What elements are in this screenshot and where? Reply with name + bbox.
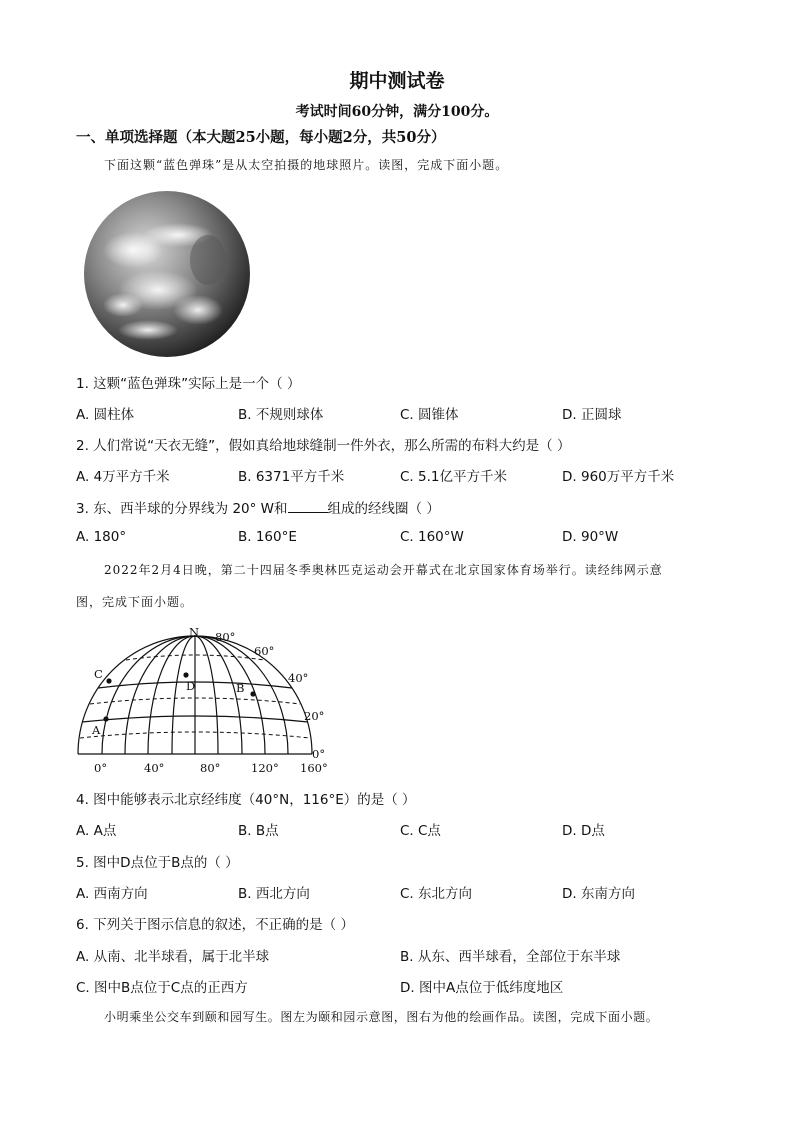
q4-option-b[interactable]: B. B点 <box>238 823 279 839</box>
passage-3: 小明乘坐公交车到颐和园写生。图左为颐和园示意图，图右为他的绘画作品。读图，完成下面小题。 <box>104 1010 659 1024</box>
label-b: B <box>236 681 245 695</box>
q6-option-c[interactable]: C. 图中B点位于C点的正西方 <box>76 980 248 996</box>
section-heading: 一、单项选择题（本大题25小题，每小题2分，共50分） <box>76 129 446 146</box>
graticule-map <box>70 622 340 778</box>
question-5-stem: 5. 图中D点位于B点的（ ） <box>76 855 239 871</box>
q1-option-a[interactable]: A. 圆柱体 <box>76 407 135 423</box>
page-title: 期中测试卷 <box>349 70 445 92</box>
lon-160: 160° <box>300 761 328 775</box>
lon-80: 80° <box>200 761 221 775</box>
question-4-stem: 4. 图中能够表示北京经纬度（40°N，116°E）的是（ ） <box>76 792 416 808</box>
passage-2-line-2: 图，完成下面小题。 <box>76 595 194 609</box>
lat-0: 0° <box>312 747 326 761</box>
lat-40: 40° <box>288 671 309 685</box>
label-d: D <box>186 679 196 693</box>
answer-blank <box>288 500 328 513</box>
q3-option-b[interactable]: B. 160°E <box>238 529 297 545</box>
lon-120: 120° <box>251 761 279 775</box>
q3-option-a[interactable]: A. 180° <box>76 529 127 545</box>
q4-option-d[interactable]: D. D点 <box>562 823 605 839</box>
label-a: A <box>92 723 101 737</box>
q1-option-d[interactable]: D. 正圆球 <box>562 407 622 423</box>
q5-option-b[interactable]: B. 西北方向 <box>238 886 310 902</box>
q3-option-d[interactable]: D. 90°W <box>562 529 619 545</box>
point-b <box>250 691 255 696</box>
question-2-stem: 2. 人们常说“天衣无缝”，假如真给地球缝制一件外衣，那么所需的布料大约是（ ） <box>76 438 571 454</box>
question-3-stem <box>76 497 440 517</box>
lon-0: 0° <box>94 761 108 775</box>
q1-option-b[interactable]: B. 不规则球体 <box>238 407 324 423</box>
label-n: N <box>189 625 200 639</box>
lat-60: 60° <box>254 644 275 658</box>
point-a <box>103 716 108 721</box>
lon-40: 40° <box>144 761 165 775</box>
question-1-stem: 1. 这颗“蓝色弹珠”实际上是一个（ ） <box>76 376 301 392</box>
q2-option-b[interactable]: B. 6371平方千米 <box>238 469 345 485</box>
q6-option-d[interactable]: D. 图中A点位于低纬度地区 <box>400 980 564 996</box>
q2-option-a[interactable]: A. 4万平方千米 <box>76 469 170 485</box>
q3-stem-part-a: 3. 东、西半球的分界线为 20° W和 <box>76 501 288 517</box>
q3-option-c[interactable]: C. 160°W <box>400 529 464 545</box>
q4-option-a[interactable]: A. A点 <box>76 823 117 839</box>
lat-80: 80° <box>215 630 236 644</box>
lat-20: 20° <box>304 709 325 723</box>
point-d <box>183 672 188 677</box>
q5-option-c[interactable]: C. 东北方向 <box>400 886 473 902</box>
q5-option-d[interactable]: D. 东南方向 <box>562 886 635 902</box>
point-c <box>106 678 111 683</box>
q5-option-a[interactable]: A. 西南方向 <box>76 886 148 902</box>
exam-info: 考试时间60分钟，满分100分。 <box>295 104 499 120</box>
passage-2-line-1: 2022年2月4日晚，第二十四届冬季奥林匹克运动会开幕式在北京国家体育场举行。读经纬网示意 <box>104 563 663 577</box>
passage-1: 下面这颗“蓝色弹珠”是从太空拍摄的地球照片。读图，完成下面小题。 <box>104 158 509 172</box>
question-6-stem: 6. 下列关于图示信息的叙述，不正确的是（ ） <box>76 917 354 933</box>
earth-photo <box>78 190 256 358</box>
q2-option-c[interactable]: C. 5.1亿平方千米 <box>400 469 507 485</box>
map-points <box>103 672 255 721</box>
label-c: C <box>94 667 103 681</box>
q4-option-c[interactable]: C. C点 <box>400 823 441 839</box>
q1-option-c[interactable]: C. 圆锥体 <box>400 407 459 423</box>
q3-stem-part-b: 组成的经线圈（ ） <box>327 501 440 517</box>
q6-option-b[interactable]: B. 从东、西半球看，全部位于东半球 <box>400 949 621 965</box>
q6-option-a[interactable]: A. 从南、北半球看，属于北半球 <box>76 949 270 965</box>
q2-option-d[interactable]: D. 960万平方千米 <box>562 469 675 485</box>
